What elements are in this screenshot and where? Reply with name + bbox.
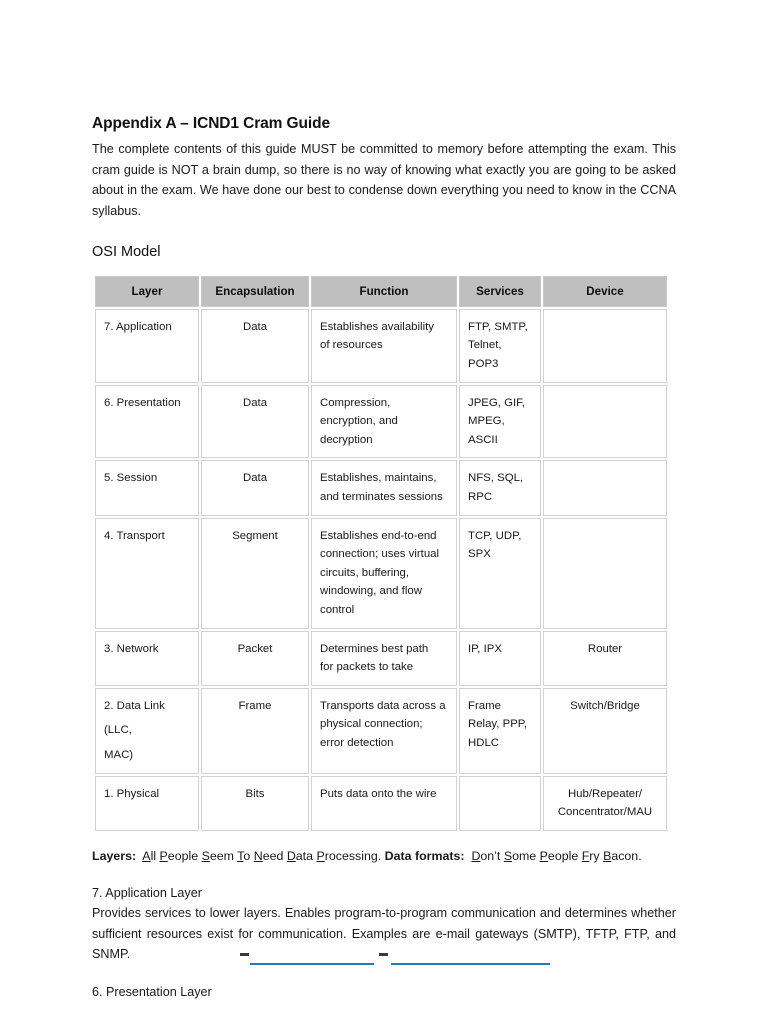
cell-function [311, 688, 457, 774]
cell-function [311, 309, 457, 383]
cell-services [459, 776, 541, 831]
cell-line: connection; uses virtual [320, 548, 440, 561]
cell-line: (LLC, [104, 724, 132, 737]
cell-line: Hub/Repeater/ [567, 787, 643, 800]
mnemonic-formats-word: People [539, 848, 579, 863]
cell-line: 6. Presentation [104, 396, 181, 409]
footer-dash-icon [379, 953, 388, 956]
cell-line: 2. Data Link [104, 699, 165, 712]
cell-layer [95, 309, 199, 383]
mnemonic-layers-label: Layers: [92, 848, 137, 863]
cell-services [459, 518, 541, 629]
column-header-layer: Layer [95, 276, 199, 307]
layer-note-body-7: Provides services to lower layers. Enables program-to-program communication and determines whether sufficient resources exist for communication. Examples are e-mail gateways (SMTP), TFTP, FTP, and SNMP. [92, 906, 676, 961]
cell-line: TCP, UDP, [468, 529, 522, 542]
mnemonic-layers-word: Data [286, 848, 314, 863]
column-header-function: Function [311, 276, 457, 307]
mnemonic-layers-word: Processing. [316, 848, 382, 863]
cell-line: Telnet, [468, 339, 502, 352]
table-row [95, 776, 667, 831]
cell-line: decryption [320, 433, 373, 446]
cell-device [543, 518, 667, 629]
column-header-services: Services [459, 276, 541, 307]
cell-line: Establishes availability [320, 320, 434, 333]
column-header-encapsulation: Encapsulation [201, 276, 309, 307]
cell-device [543, 385, 667, 459]
cell-line: HDLC [468, 736, 500, 749]
cell-services [459, 688, 541, 774]
cell-line: IP, IPX [468, 642, 502, 655]
cell-line: MAC) [104, 748, 134, 761]
cell-line: of resources [320, 339, 383, 352]
table-row [95, 631, 667, 686]
table-row [95, 309, 667, 383]
footer-links-strip [0, 946, 768, 972]
cell-line: Router [587, 642, 623, 655]
cell-layer [95, 385, 199, 459]
cell-line: encryption, and [320, 415, 398, 428]
osi-model-table [93, 274, 669, 833]
cell-layer [95, 518, 199, 629]
cell-line: NFS, SQL, [468, 472, 524, 485]
cell-encapsulation: Data [201, 460, 309, 515]
section-heading-osi-model: OSI Model [92, 244, 161, 260]
cell-layer [95, 776, 199, 831]
cell-line: 3. Network [104, 642, 159, 655]
cell-function [311, 631, 457, 686]
footer-link-one[interactable] [250, 963, 374, 965]
cell-line: Frame [468, 699, 501, 712]
mnemonic-line [92, 833, 676, 866]
cell-line: and terminates sessions [320, 491, 443, 503]
cell-layer [95, 688, 199, 774]
cell-line: Switch/Bridge [570, 699, 640, 712]
cell-layer [95, 460, 199, 515]
cell-encapsulation: Bits [201, 776, 309, 831]
cell-encapsulation: Data [201, 309, 309, 383]
footer-dash-icon [240, 953, 249, 956]
layer-note-heading-6: 6. Presentation Layer [92, 985, 212, 1000]
mnemonic-formats-word: Some [503, 848, 537, 863]
cell-line: RPC [468, 491, 493, 503]
cell-device [543, 631, 667, 686]
layer-note-heading-7: 7. Application Layer [92, 885, 202, 900]
cell-encapsulation: Packet [201, 631, 309, 686]
osi-table-body [95, 309, 667, 831]
mnemonic-formats-word: Don’t [471, 848, 501, 863]
page-title: Appendix A – ICND1 Cram Guide [92, 115, 330, 132]
cell-line: Concentrator/MAU [557, 806, 653, 819]
cell-line: POP3 [468, 358, 499, 371]
footer-link-two[interactable] [391, 963, 550, 965]
cell-line: physical connection; [320, 718, 423, 731]
cell-function [311, 460, 457, 515]
cell-line: control [320, 603, 355, 616]
mnemonic-formats-label: Data formats: [384, 848, 465, 863]
cell-encapsulation: Frame [201, 688, 309, 774]
table-row [95, 385, 667, 459]
cell-services [459, 309, 541, 383]
cell-line: FTP, SMTP, [468, 320, 528, 333]
cell-line: 5. Session [104, 472, 158, 485]
cell-line: 4. Transport [104, 529, 165, 542]
cell-line: error detection [320, 736, 394, 749]
mnemonic-layers-word: All [142, 848, 157, 863]
cell-encapsulation: Data [201, 385, 309, 459]
cell-line: SPX [468, 548, 491, 561]
mnemonic-layers-word: People [159, 848, 199, 863]
cell-line: 7. Application [104, 320, 172, 333]
cell-line: circuits, buffering, [320, 566, 410, 579]
cell-services [459, 385, 541, 459]
mnemonic-layers-word: To [237, 848, 251, 863]
intro-paragraph: The complete contents of this guide MUST be committed to memory before attempting the exam. This cram guide is NOT a brain dump, so there is no way of knowing what exactly you are going to be asked about in the exam. We have done our best to condense down everything you need to know in the CCNA syllabus. [92, 142, 676, 218]
cell-device [543, 776, 667, 831]
cell-line: Relay, PPP, [468, 718, 528, 731]
cell-encapsulation: Segment [201, 518, 309, 629]
document-content [92, 114, 676, 1003]
table-header-row [95, 276, 667, 307]
cell-line: MPEG, ASCII [468, 415, 505, 446]
mnemonic-layers-word: Seem [201, 848, 234, 863]
cell-line: for packets to take [320, 661, 414, 674]
cell-line: Establishes, maintains, [320, 472, 437, 485]
cell-services [459, 631, 541, 686]
table-row [95, 518, 667, 629]
cell-device [543, 688, 667, 774]
mnemonic-layers-word: Need [253, 848, 284, 863]
spacer [92, 262, 676, 274]
cell-function [311, 385, 457, 459]
cell-line: JPEG, GIF, [468, 396, 525, 409]
cell-layer [95, 631, 199, 686]
mnemonic-formats-word: Bacon. [603, 848, 642, 863]
cell-line: windowing, and flow [320, 585, 422, 598]
mnemonic-formats-word: Fry [581, 848, 600, 863]
cell-line: 1. Physical [104, 787, 160, 800]
cell-device [543, 460, 667, 515]
cell-services [459, 460, 541, 515]
table-row [95, 460, 667, 515]
cell-function [311, 518, 457, 629]
column-header-device: Device [543, 276, 667, 307]
spacer [92, 221, 676, 243]
cell-line: Puts data onto the wire [320, 787, 437, 800]
table-row [95, 688, 667, 774]
cell-line: Transports data across a [320, 699, 446, 712]
cell-line: Establishes end-to-end [320, 529, 437, 542]
cell-line: Determines best path [320, 642, 429, 655]
cell-function [311, 776, 457, 831]
cell-device [543, 309, 667, 383]
cell-line: Compression, [320, 396, 391, 409]
